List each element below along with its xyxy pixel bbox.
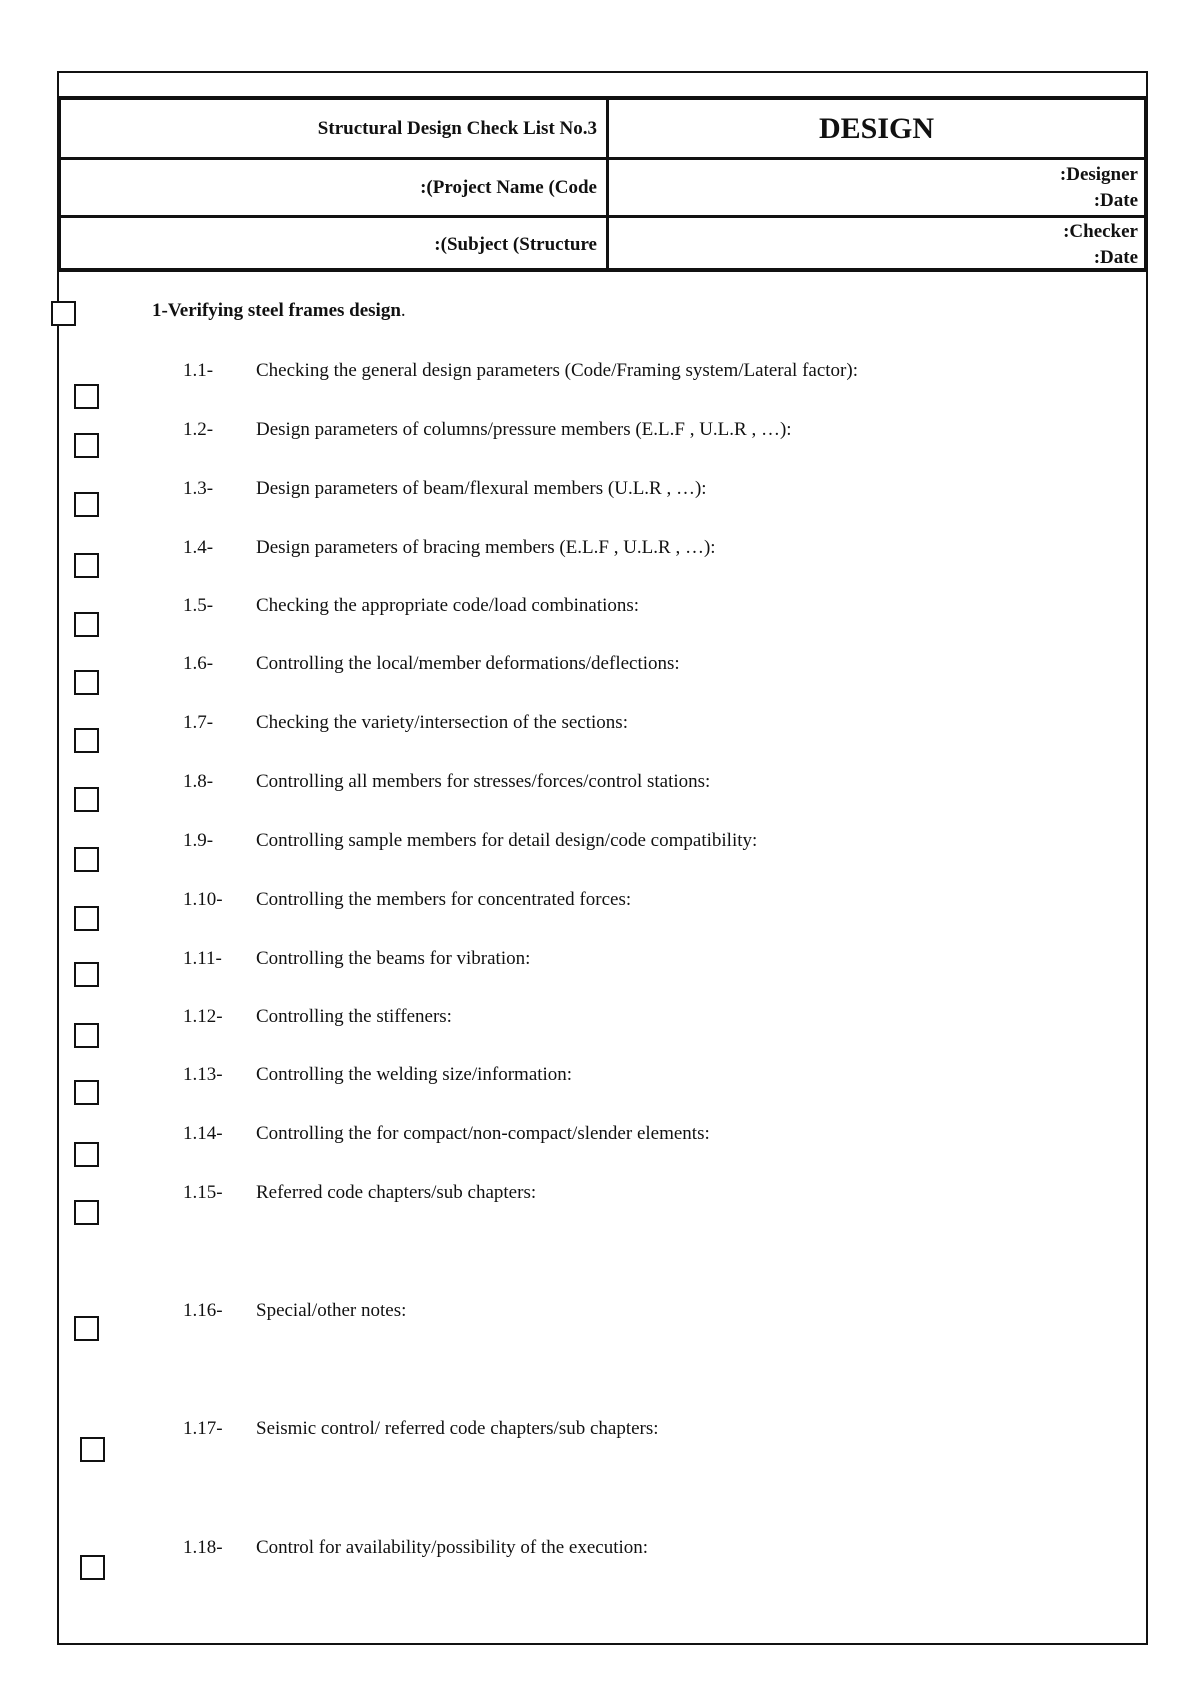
section-title-period: . [400, 300, 406, 321]
item-number: 1.5- [183, 595, 214, 616]
item-checkbox[interactable] [80, 1437, 105, 1462]
item-text: Checking the variety/intersection of the sections: [256, 712, 628, 733]
subject-label: :(Subject (Structure [61, 218, 609, 272]
item-text: Controlling the members for concentrated forces: [256, 889, 632, 910]
checklist-title: Structural Design Check List No.3 [61, 100, 609, 157]
item-number: 1.18- [183, 1537, 223, 1558]
item-text: Controlling sample members for detail design/code compatibility: [256, 830, 758, 851]
item-checkbox[interactable] [74, 553, 99, 578]
design-label: DESIGN [818, 111, 935, 145]
item-checkbox[interactable] [80, 1555, 105, 1580]
item-text: Design parameters of columns/pressure members (E.L.F , U.L.R , …): [256, 419, 792, 440]
item-text: Referred code chapters/sub chapters: [256, 1182, 537, 1203]
item-number: 1.15- [183, 1182, 223, 1203]
designer-label: :Designer [1059, 163, 1138, 185]
item-number: 1.16- [183, 1300, 223, 1321]
section-title-text: 1-Verifying steel frames design [152, 300, 401, 321]
item-checkbox[interactable] [74, 847, 99, 872]
item-checkbox[interactable] [74, 612, 99, 637]
item-checkbox[interactable] [74, 787, 99, 812]
item-number: 1.12- [183, 1006, 223, 1027]
item-number: 1.2- [183, 419, 214, 440]
item-checkbox[interactable] [74, 1080, 99, 1105]
header-row-project [61, 160, 1144, 218]
item-number: 1.3- [183, 478, 214, 499]
item-text: Controlling the stiffeners: [256, 1006, 452, 1027]
item-text: Controlling the welding size/information: [256, 1064, 573, 1085]
item-text: Controlling the local/member deformations/deflections: [256, 653, 680, 674]
designer-cell [609, 160, 1144, 215]
item-checkbox[interactable] [74, 1023, 99, 1048]
item-checkbox[interactable] [74, 1316, 99, 1341]
section-title [152, 300, 406, 322]
item-text: Special/other notes: [256, 1300, 407, 1321]
item-text: Control for availability/possibility of the execution: [256, 1537, 649, 1558]
item-number: 1.10- [183, 889, 223, 910]
item-text: Controlling the beams for vibration: [256, 948, 531, 969]
checker-cell [609, 218, 1144, 272]
designer-date-label: :Date [1093, 189, 1138, 211]
item-text: Design parameters of beam/flexural members (U.L.R , …): [256, 478, 707, 499]
project-name-label: :(Project Name (Code [61, 160, 609, 215]
item-checkbox[interactable] [74, 728, 99, 753]
item-number: 1.6- [183, 653, 214, 674]
item-checkbox[interactable] [74, 1142, 99, 1167]
item-checkbox[interactable] [74, 492, 99, 517]
item-text: Design parameters of bracing members (E.L.F , U.L.R , …): [256, 537, 716, 558]
header-table [57, 96, 1148, 272]
item-number: 1.1- [183, 360, 214, 381]
checker-date-label: :Date [1093, 247, 1138, 268]
section-checkbox[interactable] [51, 301, 76, 326]
item-number: 1.7- [183, 712, 214, 733]
item-checkbox[interactable] [74, 962, 99, 987]
item-checkbox[interactable] [74, 384, 99, 409]
item-checkbox[interactable] [74, 1200, 99, 1225]
item-number: 1.14- [183, 1123, 223, 1144]
item-text: Checking the general design parameters (Code/Framing system/Lateral factor): [256, 360, 858, 381]
item-checkbox[interactable] [74, 670, 99, 695]
item-number: 1.4- [183, 537, 214, 558]
item-text: Seismic control/ referred code chapters/sub chapters: [256, 1418, 659, 1439]
header-row-title [61, 100, 1144, 160]
header-row-subject [61, 218, 1144, 272]
item-number: 1.17- [183, 1418, 223, 1439]
item-text: Controlling all members for stresses/forces/control stations: [256, 771, 711, 792]
item-number: 1.11- [183, 948, 222, 969]
item-checkbox[interactable] [74, 433, 99, 458]
item-number: 1.13- [183, 1064, 223, 1085]
item-number: 1.9- [183, 830, 214, 851]
item-number: 1.8- [183, 771, 214, 792]
item-text: Controlling the for compact/non-compact/slender elements: [256, 1123, 710, 1144]
checker-label: :Checker [1063, 221, 1138, 242]
item-text: Checking the appropriate code/load combinations: [256, 595, 640, 616]
item-checkbox[interactable] [74, 906, 99, 931]
